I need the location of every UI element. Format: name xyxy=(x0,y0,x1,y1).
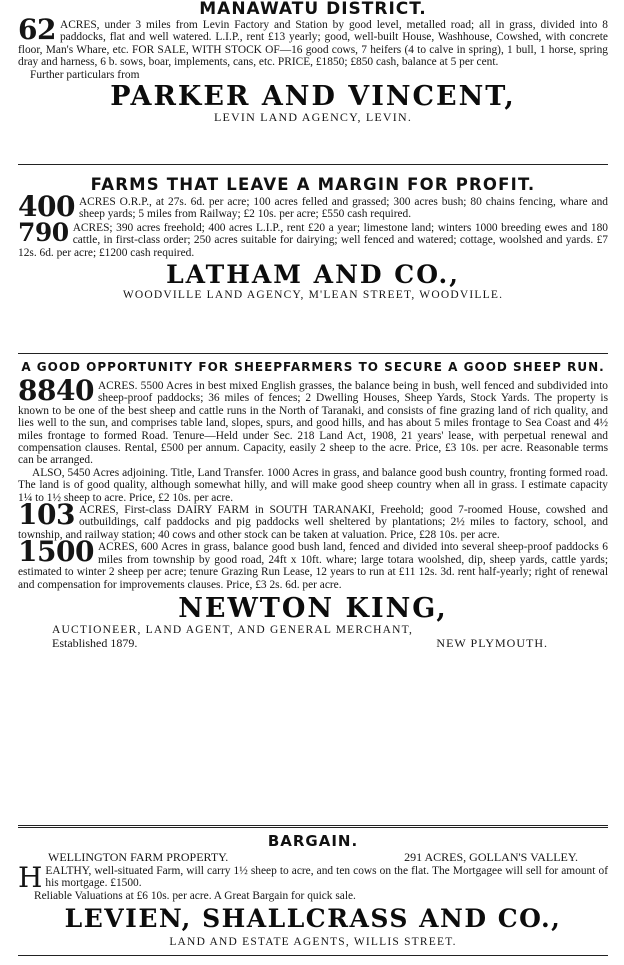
ad-newton-king-text-8840: ACRES. 5500 Acres in best mixed English grasses, the balance being in bush, well fenced and subdivided into sheep-proof paddocks; 36 miles of fences; 2 Dwelling Houses, Sheep Yards, Stock Yards. The property is known to be one of the best sheep and cattle runs in the North of Taranaki, and consists of fine grazing land of rich quality, and lies well to the sun, and comprises table land, slopes, spurs, and good hills, and has about 5 miles frontage to Sea Coast and 4½ miles frontage to formed Road. Tenure—Held under Sec. 218 Land Act, 1908, 21 years' lease, with perpetual renewal and compensation clauses. Rental, £500 per annum. Capacity, easily 2 sheep to the acre. Price, £3 10s. per acre. Reasonable terms can be arranged. xyxy=(18,380,608,467)
ad-newton-king-established: Established 1879. xyxy=(52,635,138,650)
separator xyxy=(18,353,608,354)
ad-manawatu-agent: PARKER AND VINCENT, xyxy=(110,81,516,113)
ad-manawatu-acres-number: 62 xyxy=(18,13,56,46)
separator xyxy=(18,955,608,956)
ad-newton-king xyxy=(18,360,608,825)
ad-levien-left-title: WELLINGTON FARM PROPERTY. xyxy=(48,850,229,864)
ad-manawatu-agent-sub: LEVIN LAND AGENCY, LEVIN. xyxy=(213,110,413,125)
ad-levien-reliable: Reliable Valuations at £6 10s. per acre. A Great Bargain for quick sale. xyxy=(34,890,356,902)
ad-newton-king-number-1500: 1500 xyxy=(18,535,94,569)
ad-levien-right-title: 291 ACRES, GOLLAN'S VALLEY. xyxy=(404,850,578,864)
ad-manawatu-body xyxy=(18,13,608,69)
ad-levien-text: EALTHY, well-situated Farm, will carry 1½ sheep to acre, and ten cows on the flat. The Mortgagee will sell for amount of his mortgage. £1500. xyxy=(45,865,608,890)
ad-manawatu-further: Further particulars from xyxy=(30,68,140,81)
ad-latham xyxy=(18,175,608,353)
ad-newton-king-item-1500 xyxy=(18,535,608,591)
ad-latham-agent-sub: WOODVILLE LAND AGENCY, M'LEAN STREET, WOODVILLE. xyxy=(122,289,504,302)
ad-newton-king-text-103: ACRES, First-class DAIRY FARM in SOUTH TARANAKI, Freehold; good 7-roomed House, cowshed and outbuildings, calf paddocks and pig paddocks well sheltered by plantations; 2½ miles to factory, school, and township, and railway station; 40 cows and other stock can be taken at valuation. Price, £28 10s. per acre. xyxy=(18,504,608,541)
ad-latham-heading: FARMS THAT LEAVE A MARGIN FOR PROFIT. xyxy=(90,175,536,194)
ad-newton-king-also: ALSO, 5450 Acres adjoining. Title, Land Transfer. 1000 Acres in grass, and balance good bush country, fronting formed road. The land is of good quality, although somewhat hilly, and will make good sheep country when all in grass. I estimate capacity 1¼ to 1½ sheep to acre. Price, £2 10s. per acre. xyxy=(18,466,608,504)
ad-manawatu xyxy=(18,0,608,164)
ad-latham-agent: LATHAM AND CO., xyxy=(166,260,460,290)
ad-levien-dropcap: H xyxy=(18,861,43,894)
ad-levien-agent: LEVIEN, SHALLCRASS AND CO., xyxy=(64,904,562,934)
ad-newton-king-item-103 xyxy=(18,498,608,541)
ad-newton-king-text-1500: ACRES, 600 Acres in grass, balance good bush land, fenced and divided into several sheep-proof paddocks 6 miles from township by good road, 24ft x 10ft. whare; large totara woolshed, dip, sheep yards, cattle yards; estimated to winter 2 sheep per acre; tenure Grazing Run Lease, 12 years to run at £11 12s. 3d. rent half-yearly; right of renewal and compensation for improvements clauses. Price, £3 2s. 6d. per acre. xyxy=(18,541,608,591)
ad-manawatu-text: ACRES, under 3 miles from Levin Factory and Station by good level, metalled road; all in grass, divided into 8 paddocks, flat and well watered. L.I.P., rent £13 yearly; good, well-built House, Washhouse, Cowshed, with concrete floor, Man's Whare, etc. FOR SALE, WITH STOCK OF—16 good cows, 7 heifers (4 to calve in spring), 1 bull, 1 horse, spring dray and harness, 6 b. sows, boar, implements, cans, etc. PRICE, £1850; £850 cash, balance at 5 per cent. xyxy=(18,19,608,69)
ad-newton-king-location: NEW PLYMOUTH. xyxy=(436,635,548,650)
ad-levien-agent-sub: LAND AND ESTATE AGENTS, WILLIS STREET. xyxy=(169,936,457,949)
ad-latham-number-790: 790 xyxy=(18,217,69,247)
ad-newton-king-heading: A GOOD OPPORTUNITY FOR SHEEPFARMERS TO SECURE A GOOD SHEEP RUN. xyxy=(21,360,605,374)
ad-latham-text-400: ACRES O.R.P., at 27s. 6d. per acre; 100 acres felled and grassed; 300 acres bush; 80 chains fencing, whare and sheep yards; 5 miles from Railway; £2 10s. per acre; £550 cash required. xyxy=(78,196,608,221)
ad-latham-item-790 xyxy=(18,217,608,259)
ad-newton-king-number-103: 103 xyxy=(18,498,75,532)
ad-latham-item-400 xyxy=(18,190,608,223)
ad-newton-king-number-8840: 8840 xyxy=(18,374,94,407)
separator xyxy=(18,825,608,828)
separator xyxy=(18,164,608,165)
ad-levien-body xyxy=(18,861,608,894)
ad-latham-text-790: ACRES; 390 acres freehold; 400 acres L.I.P., rent £20 a year; limestone land; winters 1000 breeding ewes and 180 cattle, in first-class order; 250 acres suitable for dairying; well fenced and watered; cottage, woolshed and yards. £7 12s. 6d. per acre; £1200 cash required. xyxy=(18,221,608,259)
ad-levien-heading: BARGAIN. xyxy=(267,832,359,850)
ad-levien xyxy=(18,832,608,956)
ad-newton-king-agent: NEWTON KING, xyxy=(178,592,448,624)
ad-levien-titles xyxy=(48,851,578,864)
ad-newton-king-agent-sub: AUCTIONEER, LAND AGENT, AND GENERAL MERCHANT, xyxy=(52,623,414,636)
ad-latham-number-400: 400 xyxy=(18,190,75,223)
ad-newton-king-footer xyxy=(52,637,548,650)
ad-manawatu-heading: MANAWATU DISTRICT. xyxy=(199,0,427,19)
ad-newton-king-item-8840 xyxy=(18,374,608,467)
